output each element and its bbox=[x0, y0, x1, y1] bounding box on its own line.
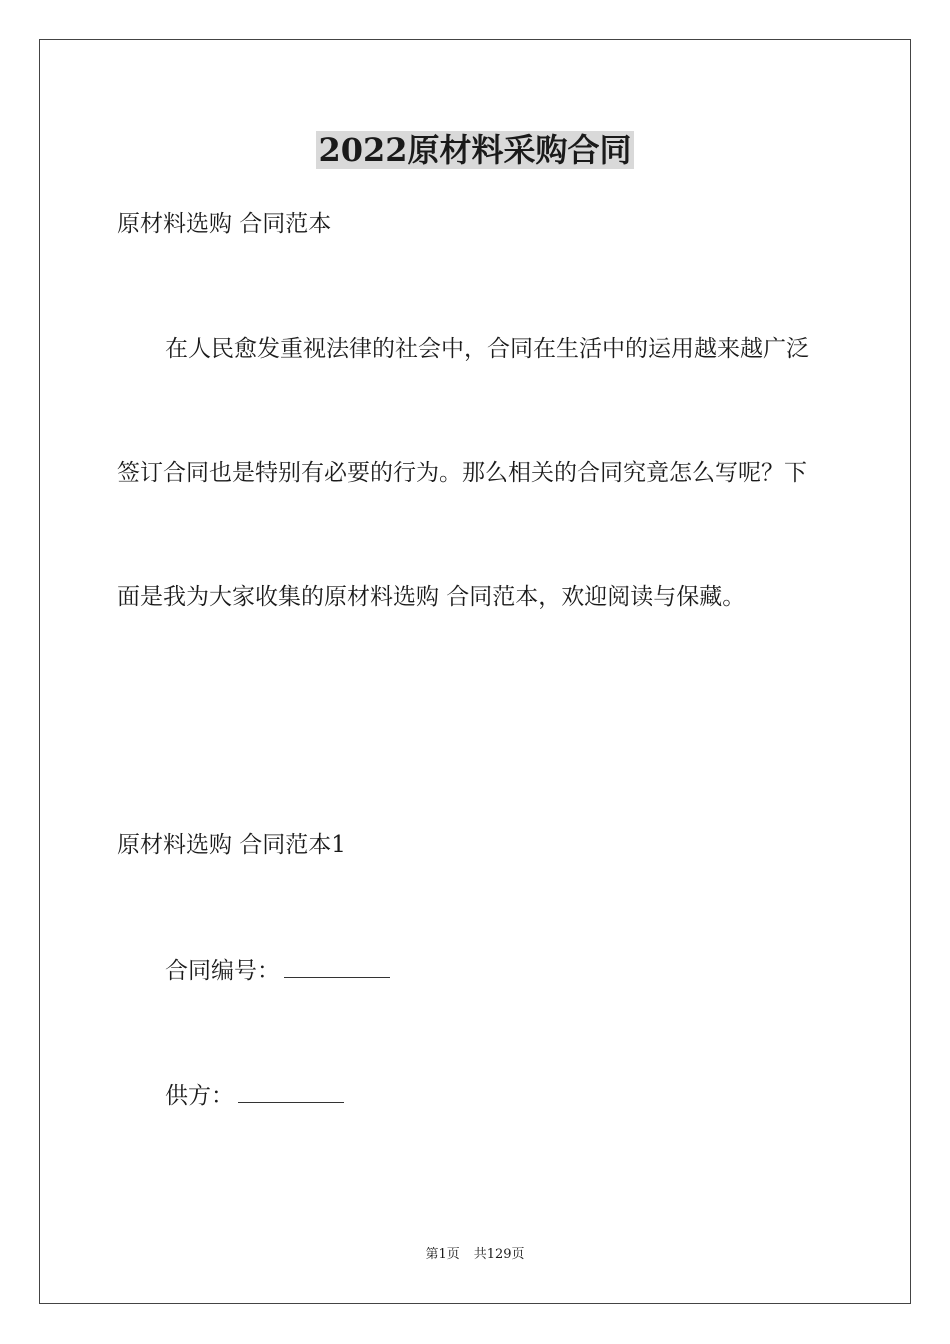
intro-line-2: 签订合同也是特别有必要的行为。那么相关的合同究竟怎么写呢？下 bbox=[117, 460, 807, 486]
page-number: 第1页 bbox=[425, 1247, 460, 1262]
document-subtitle: 原材料选购 合同范本 bbox=[117, 211, 332, 237]
intro-line-1: 在人民愈发重视法律的社会中，合同在生活中的运用越来越广泛 bbox=[165, 336, 809, 362]
contract-number-label: 合同编号： bbox=[165, 958, 280, 984]
document-title-text: 2022原材料采购合同 bbox=[318, 131, 632, 169]
supplier-label: 供方： bbox=[165, 1083, 234, 1109]
intro-line-3: 面是我为大家收集的原材料选购 合同范本，欢迎阅读与保藏。 bbox=[117, 584, 746, 610]
supplier-blank bbox=[238, 1082, 344, 1103]
document-title bbox=[0, 128, 950, 172]
contract-number-blank bbox=[284, 957, 390, 978]
section-heading: 原材料选购 合同范本1 bbox=[117, 832, 346, 858]
contract-number-field bbox=[165, 955, 885, 987]
supplier-field bbox=[165, 1080, 885, 1112]
page-footer bbox=[0, 1246, 950, 1264]
page-total: 共129页 bbox=[473, 1247, 525, 1262]
